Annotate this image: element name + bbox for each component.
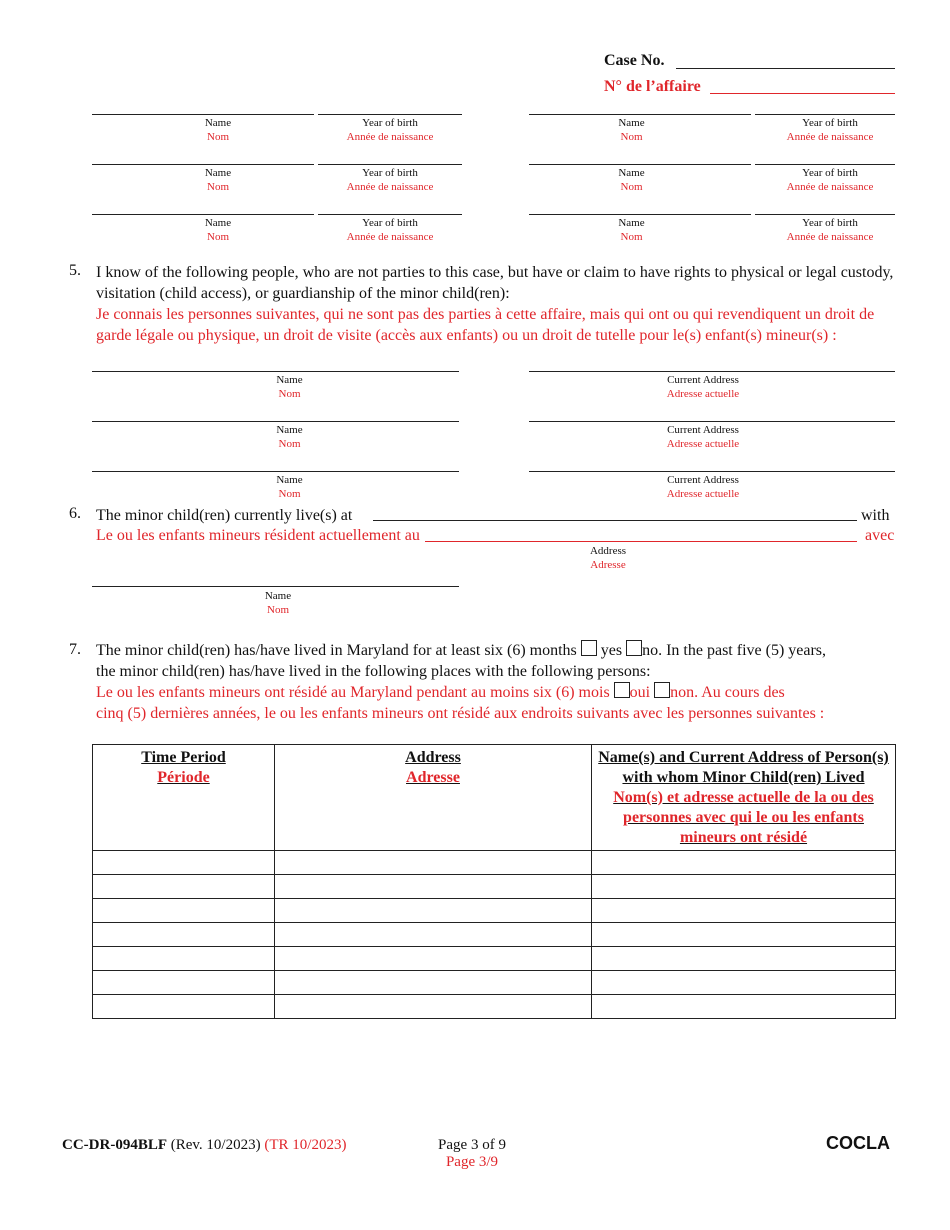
section-5-text-en: I know of the following people, who are not parties to this case, but have or claim to have rights to physical or legal custody, visitation (child access), or guardianship of the minor child(ren): bbox=[96, 264, 894, 302]
section-5-text bbox=[96, 262, 901, 346]
section-5-number: 5. bbox=[69, 262, 81, 279]
residence-history-table bbox=[92, 744, 896, 1019]
yes-checkbox[interactable] bbox=[581, 640, 597, 656]
table-header-row bbox=[93, 745, 896, 851]
nonparty-address-label: Current Address Adresse actuelle bbox=[666, 374, 740, 400]
party-yob-label: Year of birth Année de naissance bbox=[786, 167, 874, 193]
nonparty-name-label: Name Nom bbox=[276, 374, 303, 400]
section-6-with-fr: avec bbox=[865, 527, 895, 544]
no-checkbox[interactable] bbox=[626, 640, 642, 656]
case-no-field[interactable] bbox=[676, 68, 895, 69]
party-yob-field[interactable] bbox=[755, 214, 895, 215]
cell-time-period[interactable] bbox=[93, 875, 275, 899]
cell-time-period[interactable] bbox=[93, 995, 275, 1019]
party-name-label: Name Nom bbox=[618, 167, 645, 193]
party-yob-label: Year of birth Année de naissance bbox=[346, 167, 434, 193]
section-7-text-fr-2: cinq (5) dernières années, le ou les enfants mineurs ont résidé aux endroits suivants avec les personnes suivantes : bbox=[96, 705, 825, 722]
party-yob-field[interactable] bbox=[755, 114, 895, 115]
cell-address[interactable] bbox=[275, 875, 592, 899]
cell-address[interactable] bbox=[275, 923, 592, 947]
nonparty-name-field[interactable] bbox=[92, 471, 459, 472]
cell-address[interactable] bbox=[275, 899, 592, 923]
cell-address[interactable] bbox=[275, 995, 592, 1019]
party-name-field[interactable] bbox=[92, 114, 314, 115]
case-no-field-fr[interactable] bbox=[710, 93, 895, 94]
party-name-field[interactable] bbox=[92, 214, 314, 215]
party-name-label: Name Nom bbox=[204, 167, 232, 193]
section-6-number: 6. bbox=[69, 505, 81, 522]
table-row bbox=[93, 947, 896, 971]
table-row bbox=[93, 851, 896, 875]
table-row bbox=[93, 995, 896, 1019]
cell-address[interactable] bbox=[275, 947, 592, 971]
residence-with-name-label: Name Nom bbox=[264, 590, 292, 616]
nonparty-address-field[interactable] bbox=[529, 371, 895, 372]
nonparty-address-label: Current Address Adresse actuelle bbox=[666, 424, 740, 450]
case-no-label: Case No. bbox=[604, 52, 665, 69]
party-name-label: Name Nom bbox=[618, 117, 645, 143]
cell-address[interactable] bbox=[275, 971, 592, 995]
section-7-text-en-2: the minor child(ren) has/have lived in the following places with the following persons: bbox=[96, 663, 651, 680]
section-7-text-en-1: The minor child(ren) has/have lived in Maryland for at least six (6) months bbox=[96, 642, 577, 659]
party-name-field[interactable] bbox=[529, 164, 751, 165]
cell-persons[interactable] bbox=[592, 971, 896, 995]
col-persons: Name(s) and Current Address of Person(s) with whom Minor Child(ren) Lived Nom(s) et adresse actuelle de la ou des personnes avec qui le ou les enfants mineurs ont résidé bbox=[592, 745, 896, 851]
nonparty-name-label: Name Nom bbox=[276, 474, 303, 500]
non-checkbox[interactable] bbox=[654, 682, 670, 698]
table-row bbox=[93, 923, 896, 947]
brand-logo: COCLA bbox=[826, 1133, 890, 1153]
table-row bbox=[93, 875, 896, 899]
oui-label: oui bbox=[629, 684, 651, 701]
cell-persons[interactable] bbox=[592, 875, 896, 899]
cell-time-period[interactable] bbox=[93, 923, 275, 947]
nonparty-address-label: Current Address Adresse actuelle bbox=[666, 474, 740, 500]
section-6-text-fr: Le ou les enfants mineurs résident actuellement au bbox=[96, 527, 420, 544]
cell-persons[interactable] bbox=[592, 851, 896, 875]
section-7-text bbox=[96, 640, 906, 724]
oui-checkbox[interactable] bbox=[614, 682, 630, 698]
yes-label: yes bbox=[600, 642, 623, 659]
form-id bbox=[62, 1137, 346, 1154]
section-6-with-en: with bbox=[861, 507, 890, 524]
page-number: Page 3 of 9 Page 3/9 bbox=[438, 1137, 506, 1170]
party-name-label: Name Nom bbox=[618, 217, 645, 243]
section-5-text-fr: Je connais les personnes suivantes, qui ne sont pas des parties à cette affaire, mais qui ont ou qui revendiquent un droit de garde légale ou physique, un droit de visite (accès aux enfants) ou un droit de tutelle pour le(s) enfant(s) mineur(s) : bbox=[96, 306, 875, 344]
case-no-label-fr: N° de l’affaire bbox=[604, 78, 701, 95]
cell-persons[interactable] bbox=[592, 995, 896, 1019]
residence-address-field-fr[interactable] bbox=[425, 541, 857, 542]
section-7-text-fr-1: Le ou les enfants mineurs ont résidé au Maryland pendant au moins six (6) mois bbox=[96, 684, 610, 701]
section-7-number: 7. bbox=[69, 641, 81, 658]
cell-time-period[interactable] bbox=[93, 899, 275, 923]
nonparty-name-label: Name Nom bbox=[276, 424, 303, 450]
party-yob-label: Year of birth Année de naissance bbox=[786, 117, 874, 143]
party-yob-label: Year of birth Année de naissance bbox=[346, 217, 434, 243]
col-time-period: Time Period Période bbox=[93, 745, 275, 851]
party-name-label: Name Nom bbox=[204, 217, 232, 243]
form-revision: (Rev. 10/2023) bbox=[170, 1137, 261, 1153]
party-yob-field[interactable] bbox=[318, 164, 462, 165]
party-yob-field[interactable] bbox=[318, 214, 462, 215]
table-row bbox=[93, 899, 896, 923]
residence-address-field[interactable] bbox=[373, 520, 857, 521]
residence-address-label: Address Adresse bbox=[589, 545, 627, 571]
cell-time-period[interactable] bbox=[93, 947, 275, 971]
col-address: Address Adresse bbox=[275, 745, 592, 851]
party-name-field[interactable] bbox=[529, 114, 751, 115]
party-name-field[interactable] bbox=[529, 214, 751, 215]
form-translation-revision: (TR 10/2023) bbox=[264, 1137, 347, 1153]
no-label: no. In the past five (5) years, bbox=[642, 642, 827, 659]
cell-address[interactable] bbox=[275, 851, 592, 875]
nonparty-name-field[interactable] bbox=[92, 421, 459, 422]
non-label: non. Au cours des bbox=[670, 684, 785, 701]
cell-persons[interactable] bbox=[592, 899, 896, 923]
party-yob-label: Year of birth Année de naissance bbox=[346, 117, 434, 143]
cell-persons[interactable] bbox=[592, 947, 896, 971]
section-6-text-en: The minor child(ren) currently live(s) at bbox=[96, 507, 353, 524]
nonparty-address-field[interactable] bbox=[529, 421, 895, 422]
form-id-code: CC-DR-094BLF bbox=[62, 1137, 167, 1153]
nonparty-address-field[interactable] bbox=[529, 471, 895, 472]
party-yob-field[interactable] bbox=[755, 164, 895, 165]
cell-time-period[interactable] bbox=[93, 851, 275, 875]
nonparty-name-field[interactable] bbox=[92, 371, 459, 372]
party-name-field[interactable] bbox=[92, 164, 314, 165]
table-row bbox=[93, 971, 896, 995]
party-yob-field[interactable] bbox=[318, 114, 462, 115]
residence-with-name-field[interactable] bbox=[92, 586, 459, 587]
cell-persons[interactable] bbox=[592, 923, 896, 947]
cell-time-period[interactable] bbox=[93, 971, 275, 995]
party-name-label: Name Nom bbox=[204, 117, 232, 143]
party-yob-label: Year of birth Année de naissance bbox=[786, 217, 874, 243]
